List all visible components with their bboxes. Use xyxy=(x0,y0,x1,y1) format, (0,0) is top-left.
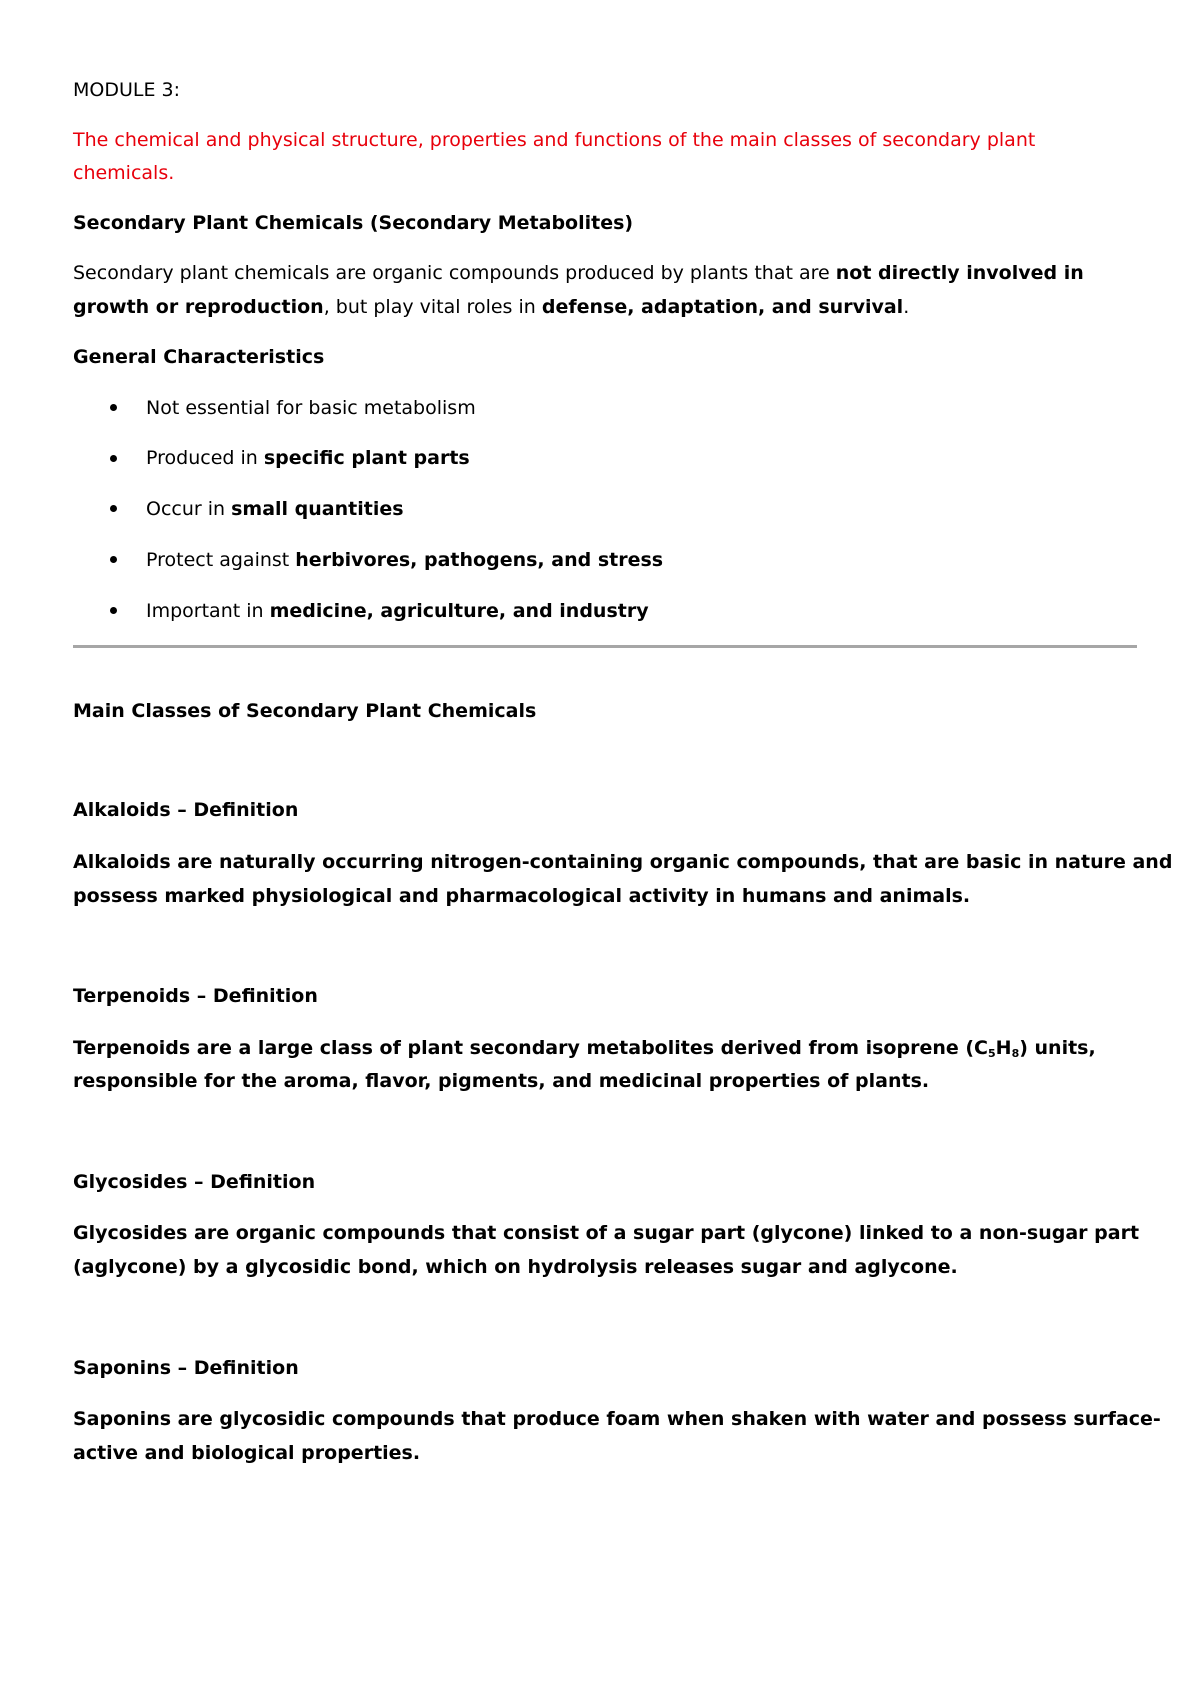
list-item-text: Occur in xyxy=(146,498,232,520)
terpenoids-heading: Terpenoids – Definition xyxy=(73,985,318,1007)
module-subtitle-line2: chemicals. xyxy=(73,162,175,184)
definition-text: H xyxy=(995,1037,1012,1059)
terpenoids-definition-line1 xyxy=(73,1031,1096,1065)
intro-line1 xyxy=(73,256,1084,290)
intro-emphasis: growth or reproduction xyxy=(73,296,324,318)
bullet-icon xyxy=(110,556,117,563)
saponins-heading: Saponins – Definition xyxy=(73,1357,299,1379)
list-item-emphasis: small quantities xyxy=(231,498,404,520)
bullet-icon xyxy=(110,607,117,614)
glycosides-heading: Glycosides – Definition xyxy=(73,1171,316,1193)
list-item-text: Protect against xyxy=(146,549,296,571)
intro-emphasis: defense, adaptation, and survival xyxy=(541,296,904,318)
intro-text: Secondary plant chemicals are organic compounds produced by plants that are xyxy=(73,262,836,284)
list-item xyxy=(146,492,404,526)
saponins-definition-line2: active and biological properties. xyxy=(73,1442,421,1464)
list-item-emphasis: medicine, agriculture, and industry xyxy=(269,600,649,622)
definition-text: Terpenoids are a large class of plant secondary metabolites derived from isoprene (C xyxy=(73,1037,988,1059)
list-item xyxy=(146,543,663,577)
main-classes-heading: Main Classes of Secondary Plant Chemicals xyxy=(73,700,537,722)
intro-text: , but play vital roles in xyxy=(323,296,542,318)
list-item-emphasis: herbivores, pathogens, and stress xyxy=(295,549,664,571)
glycosides-definition-line2: (aglycone) by a glycosidic bond, which on hydrolysis releases sugar and aglycone. xyxy=(73,1256,958,1278)
list-item xyxy=(146,391,476,425)
intro-emphasis: not directly involved in xyxy=(835,262,1084,284)
list-item-text: Important in xyxy=(146,600,270,622)
alkaloids-definition-line1: Alkaloids are naturally occurring nitrogen-containing organic compounds, that are basic in nature and xyxy=(73,851,1173,873)
bullet-icon xyxy=(110,455,117,462)
intro-line2 xyxy=(73,290,909,324)
bullet-icon xyxy=(110,505,117,512)
alkaloids-heading: Alkaloids – Definition xyxy=(73,799,299,821)
list-item xyxy=(146,594,649,628)
section-heading-secondary-metabolites: Secondary Plant Chemicals (Secondary Metabolites) xyxy=(73,212,634,234)
horizontal-divider xyxy=(73,645,1137,648)
bullet-icon xyxy=(110,404,117,411)
alkaloids-definition-line2: possess marked physiological and pharmacological activity in humans and animals. xyxy=(73,885,971,907)
list-item-text: Not essential for basic metabolism xyxy=(146,397,476,419)
list-item xyxy=(146,441,470,475)
glycosides-definition-line1: Glycosides are organic compounds that consist of a sugar part (glycone) linked to a non-sugar part xyxy=(73,1222,1140,1244)
general-characteristics-heading: General Characteristics xyxy=(73,346,325,368)
subscript: 5 xyxy=(988,1047,996,1060)
list-item-emphasis: specific plant parts xyxy=(263,447,470,469)
module-label: MODULE 3: xyxy=(73,79,181,101)
saponins-definition-line1: Saponins are glycosidic compounds that produce foam when shaken with water and possess surface- xyxy=(73,1408,1161,1430)
subscript: 8 xyxy=(1011,1047,1020,1060)
module-subtitle-line1: The chemical and physical structure, properties and functions of the main classes of secondary plant xyxy=(73,129,1036,151)
list-item-text: Produced in xyxy=(146,447,264,469)
terpenoids-definition-line2: responsible for the aroma, flavor, pigments, and medicinal properties of plants. xyxy=(73,1070,930,1092)
intro-text: . xyxy=(903,296,910,318)
definition-text: ) units, xyxy=(1019,1037,1096,1059)
